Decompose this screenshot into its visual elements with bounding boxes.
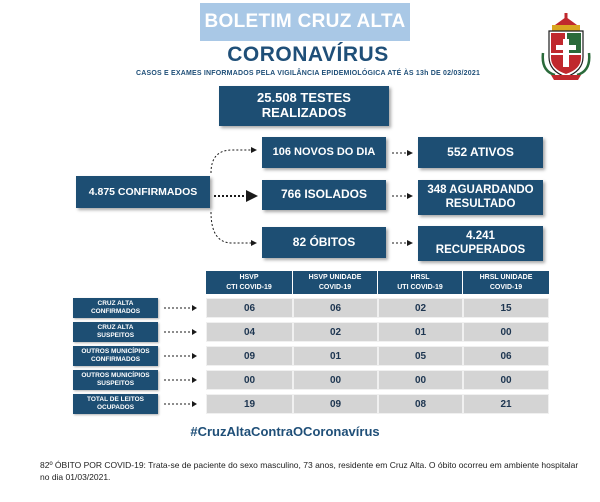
column-header-hsvp-cti: HSVP CTI COVID-19 [206, 271, 293, 294]
cell-value: 01 [293, 346, 378, 366]
cell-value: 09 [293, 394, 378, 414]
death-footnote: 82º ÓBITO POR COVID-19: Trata-se de paciente do sexo masculino, 73 anos, residente em Cruz Alta. O óbito ocorreu em ambiente hospitalar no dia 01/03/2021. [40, 460, 579, 483]
dotted-arrow-icon [164, 327, 198, 337]
page-title: CORONAVÍRUS [227, 43, 389, 66]
cell-value: 08 [378, 394, 463, 414]
dotted-arrow-icon [164, 399, 198, 409]
cell-value: 00 [378, 370, 463, 390]
row-label-outros-confirmados: OUTROS MUNICÍPIOS CONFIRMADOS [73, 346, 158, 366]
row-label-cruz-alta-suspeitos: CRUZ ALTA SUSPEITOS [73, 322, 158, 342]
awaiting-result-box: 348 AGUARDANDO RESULTADO [418, 180, 543, 215]
tests-total-box: 25.508 TESTES REALIZADOS [219, 86, 389, 126]
arrow-confirmed-to-new [211, 150, 256, 173]
cell-value: 00 [463, 322, 549, 342]
cell-value: 02 [378, 298, 463, 318]
row-label-cruz-alta-confirmados: CRUZ ALTA CONFIRMADOS [73, 298, 158, 318]
dotted-arrow-icon [164, 375, 198, 385]
isolated-box: 766 ISOLADOS [262, 180, 386, 210]
cell-value: 06 [206, 298, 293, 318]
cell-value: 21 [463, 394, 549, 414]
new-today-box: 106 NOVOS DO DIA [262, 137, 386, 168]
cell-value: 05 [378, 346, 463, 366]
bulletin-banner: BOLETIM CRUZ ALTA [200, 3, 410, 41]
active-box: 552 ATIVOS [418, 137, 543, 168]
arrow-confirmed-to-deaths [211, 212, 256, 243]
column-header-hsvp-unit: HSVP UNIDADE COVID-19 [293, 271, 378, 294]
column-header-hrsl-uti: HRSL UTI COVID-19 [378, 271, 463, 294]
cell-value: 06 [293, 298, 378, 318]
cell-value: 00 [206, 370, 293, 390]
confirmed-box: 4.875 CONFIRMADOS [76, 176, 210, 208]
deaths-box: 82 ÓBITOS [262, 227, 386, 258]
row-label-outros-suspeitos: OUTROS MUNICÍPIOS SUSPEITOS [73, 370, 158, 390]
page-subtitle: CASOS E EXAMES INFORMADOS PELA VIGILÂNCIA EPIDEMIOLÓGICA ATÉ ÀS 13h DE 02/03/2021 [135, 70, 481, 77]
dotted-arrow-icon [164, 351, 198, 361]
cell-value: 06 [463, 346, 549, 366]
cell-value: 00 [293, 370, 378, 390]
cell-value: 19 [206, 394, 293, 414]
recovered-box: 4.241 RECUPERADOS [418, 226, 543, 261]
cell-value: 02 [293, 322, 378, 342]
row-label-total-leitos: TOTAL DE LEITOS OCUPADOS [73, 394, 158, 414]
column-header-hrsl-unit: HRSL UNIDADE COVID-19 [463, 271, 549, 294]
campaign-hashtag: #CruzAltaContraOCoronavírus [190, 424, 380, 439]
cell-value: 09 [206, 346, 293, 366]
cell-value: 01 [378, 322, 463, 342]
dotted-arrow-icon [164, 303, 198, 313]
cell-value: 15 [463, 298, 549, 318]
cell-value: 04 [206, 322, 293, 342]
cell-value: 00 [463, 370, 549, 390]
